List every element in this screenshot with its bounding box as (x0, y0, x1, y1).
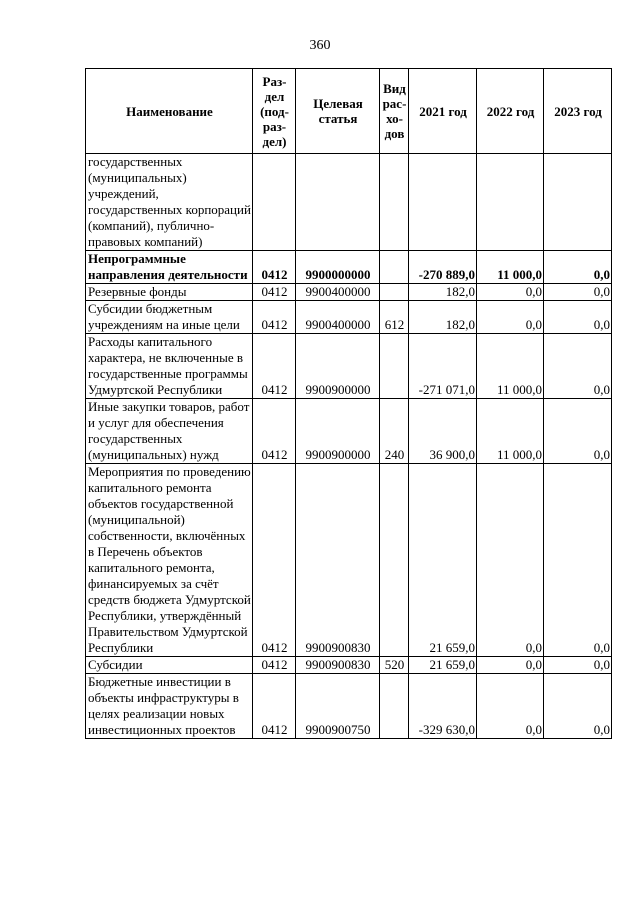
row-target: 9900900830 (296, 464, 380, 657)
row-2021: 36 900,0 (409, 399, 477, 464)
row-2022: 11 000,0 (477, 334, 544, 399)
table-row (86, 399, 612, 464)
row-name: Субсидии (86, 657, 253, 674)
row-kind (380, 154, 409, 251)
row-kind: 520 (380, 657, 409, 674)
row-section: 0412 (253, 301, 296, 334)
page-number: 360 (309, 38, 331, 53)
header-section: Раз-дел (под-раз-дел) (253, 69, 296, 154)
row-2023: 0,0 (544, 334, 612, 399)
row-2021: 21 659,0 (409, 657, 477, 674)
row-kind (380, 464, 409, 657)
budget-table (85, 68, 612, 739)
row-target: 9900400000 (296, 301, 380, 334)
row-2023 (544, 154, 612, 251)
row-name: государственных (муниципальных) учреждений, государственных корпораций (компаний), публично-правовых компаний) (86, 154, 253, 251)
row-2021: -329 630,0 (409, 674, 477, 739)
row-kind: 612 (380, 301, 409, 334)
row-kind (380, 334, 409, 399)
table-row (86, 334, 612, 399)
row-2021: 182,0 (409, 301, 477, 334)
header-2023: 2023 год (544, 69, 612, 154)
header-2022: 2022 год (477, 69, 544, 154)
row-section: 0412 (253, 251, 296, 284)
table-row (86, 251, 612, 284)
row-2023: 0,0 (544, 674, 612, 739)
row-target: 9900900750 (296, 674, 380, 739)
row-name: Иные закупки товаров, работ и услуг для обеспечения государственных (муниципальных) нужд (86, 399, 253, 464)
table-row (86, 674, 612, 739)
row-2022: 11 000,0 (477, 399, 544, 464)
header-2021: 2021 год (409, 69, 477, 154)
row-2023: 0,0 (544, 284, 612, 301)
row-target: 9900900830 (296, 657, 380, 674)
row-section (253, 154, 296, 251)
row-2023: 0,0 (544, 464, 612, 657)
row-section: 0412 (253, 399, 296, 464)
row-name: Мероприятия по проведению капитального ремонта объектов государственной (муниципальной) собственности, включённых в Перечень объектов капитального ремонта, финансируемых за счёт средств бюджета Удмуртской Республики, утверждённый Правительством Удмуртской Республики (86, 464, 253, 657)
table-row (86, 284, 612, 301)
row-target: 9900900000 (296, 399, 380, 464)
header-name: Наименование (86, 69, 253, 154)
row-2022: 11 000,0 (477, 251, 544, 284)
row-2022: 0,0 (477, 464, 544, 657)
row-target: 9900400000 (296, 284, 380, 301)
row-2021: -270 889,0 (409, 251, 477, 284)
row-2021: -271 071,0 (409, 334, 477, 399)
row-2022 (477, 154, 544, 251)
row-2022: 0,0 (477, 301, 544, 334)
table-row (86, 301, 612, 334)
row-target (296, 154, 380, 251)
row-2021: 21 659,0 (409, 464, 477, 657)
row-kind: 240 (380, 399, 409, 464)
row-section: 0412 (253, 657, 296, 674)
row-2022: 0,0 (477, 674, 544, 739)
row-kind (380, 284, 409, 301)
row-name: Расходы капитального характера, не включенные в государственные программы Удмуртской Республики (86, 334, 253, 399)
table-row (86, 657, 612, 674)
row-name: Резервные фонды (86, 284, 253, 301)
header-target: Целевая статья (296, 69, 380, 154)
row-2023: 0,0 (544, 657, 612, 674)
row-2023: 0,0 (544, 301, 612, 334)
row-2022: 0,0 (477, 657, 544, 674)
row-target: 9900900000 (296, 334, 380, 399)
row-name: Субсидии бюджетным учреждениям на иные цели (86, 301, 253, 334)
row-kind (380, 251, 409, 284)
row-section: 0412 (253, 674, 296, 739)
row-2021: 182,0 (409, 284, 477, 301)
row-section: 0412 (253, 334, 296, 399)
row-section: 0412 (253, 284, 296, 301)
header-row (86, 69, 612, 154)
row-2023: 0,0 (544, 399, 612, 464)
row-section: 0412 (253, 464, 296, 657)
header-kind: Вид рас-хо-дов (380, 69, 409, 154)
row-2022: 0,0 (477, 284, 544, 301)
row-name: Непрограммные направления деятельности (86, 251, 253, 284)
table-row (86, 464, 612, 657)
row-kind (380, 674, 409, 739)
row-2023: 0,0 (544, 251, 612, 284)
row-target: 9900000000 (296, 251, 380, 284)
table-row (86, 154, 612, 251)
row-2021 (409, 154, 477, 251)
row-name: Бюджетные инвестиции в объекты инфраструктуры в целях реализации новых инвестиционных проектов (86, 674, 253, 739)
